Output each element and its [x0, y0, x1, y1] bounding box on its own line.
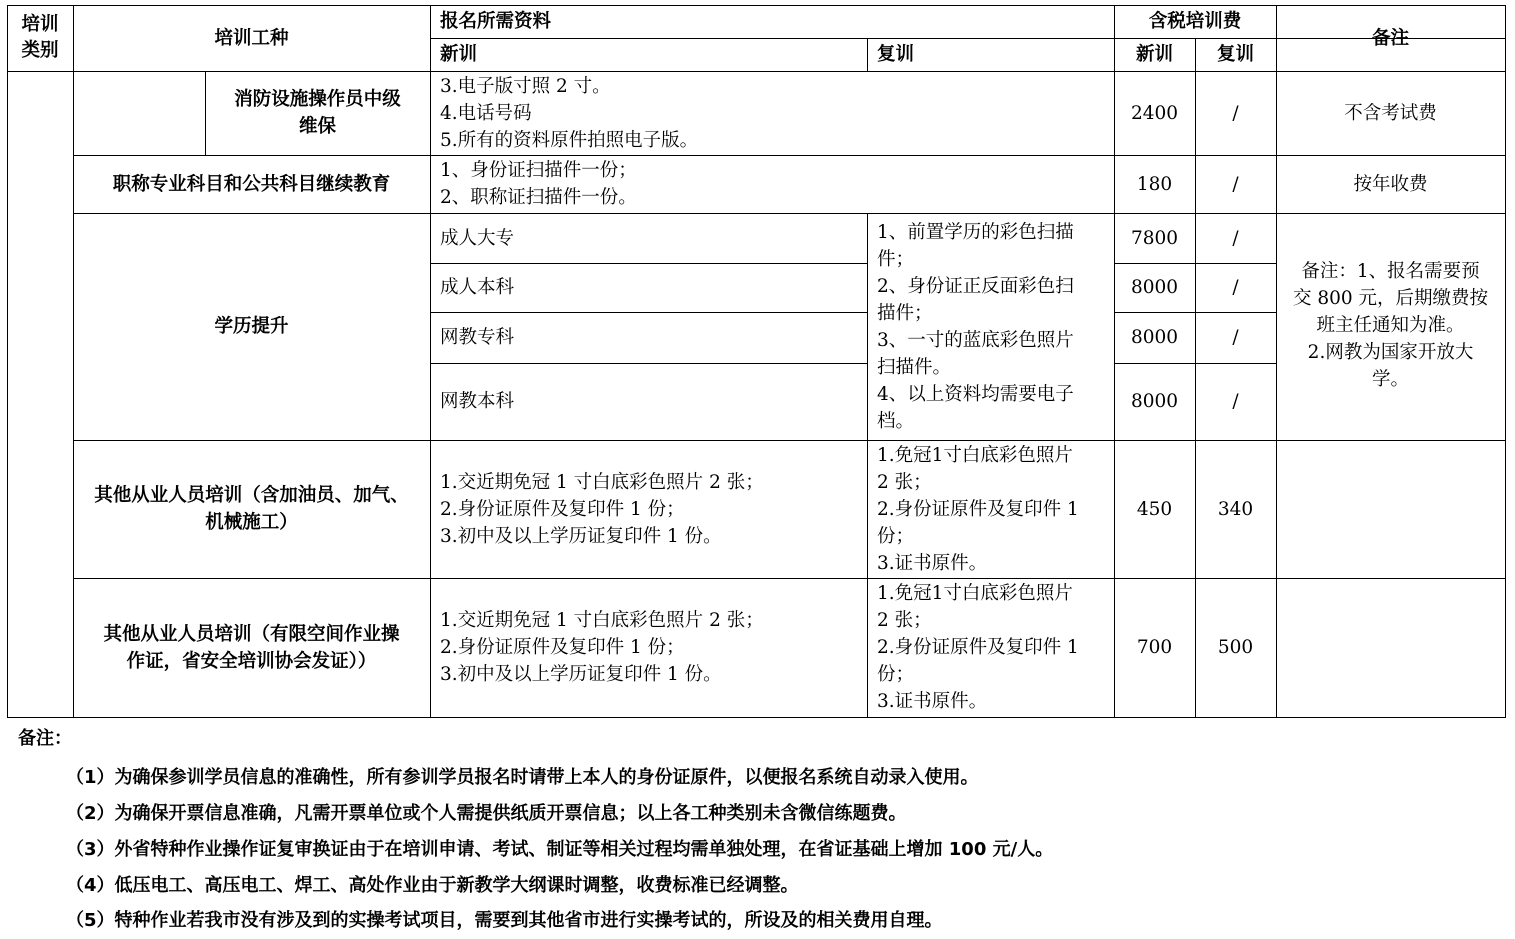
note-item: （2）为确保开票信息准确，凡需开票单位或个人需提供纸质开票信息；以上各工种类别未含微信练题费。 [66, 803, 907, 824]
row-degree-remark: 备注：1、报名需要预 交 800 元，后期缴费按 班主任通知为准。 2.网教为国家开放大 学。 [1292, 261, 1489, 390]
header-remark: 备注 [1371, 27, 1409, 49]
row-degree-renew-materials: 1、前置学历的彩色扫描 件； 2、身份证正反面彩色扫 描件； 3、一寸的蓝底彩色照片 扫描件。 4、以上资料均需要电子 档。 [877, 221, 1074, 432]
degree-fee-renew: / [1232, 227, 1239, 249]
notes-title: 备注： [18, 728, 72, 749]
header-materials-new: 新训 [440, 44, 478, 65]
row-fire-maintenance-materials: 3.电子版寸照 2 寸。 4.电话号码 5.所有的资料原件拍照电子版。 [440, 75, 699, 151]
row-fire-maintenance-remark: 不含考试费 [1344, 102, 1437, 124]
row-title-education-remark: 按年收费 [1353, 173, 1428, 195]
row-other-staff-remark [1276, 440, 1505, 578]
row-title-education-name: 职称专业科目和公共科目继续教育 [112, 173, 391, 195]
row-confined-space-fee-renew: 500 [1217, 637, 1254, 658]
row-confined-space-fee-new: 700 [1136, 637, 1173, 658]
note-item: （1）为确保参训学员信息的准确性，所有参训学员报名时请带上本人的身份证原件，以便报名系统自动录入使用。 [66, 767, 979, 788]
degree-fee-renew: / [1232, 327, 1239, 348]
header-fee-new: 新训 [1135, 44, 1173, 65]
note-item: （4）低压电工、高压电工、焊工、高处作业由于新教学大纲课时调整，收费标准已经调整。 [66, 875, 799, 896]
row-other-staff-fee-renew: 340 [1217, 498, 1254, 520]
row-confined-space-name: 其他从业人员培训（有限空间作业操 作证，省安全培训协会发证）） [103, 623, 400, 672]
row-fire-maintenance-fee-renew: / [1232, 102, 1239, 124]
row-fire-maintenance-fee-new: 2400 [1130, 102, 1179, 124]
degree-fee-new: 8000 [1130, 327, 1179, 348]
note-item: （3）外省特种作业操作证复审换证由于在培训申请、考试、制证等相关过程均需单独处理，在省证基础上增加 100 元/人。 [66, 839, 1054, 860]
note-item: （5）特种作业若我市没有涉及到的实操考试项目，需要到其他省市进行实操考试的，所设及的相关费用自理。 [66, 910, 943, 931]
header-fee-renew: 复训 [1216, 44, 1254, 65]
row-confined-space-materials-renew: 1.免冠1寸白底彩色照片 2 张； 2.身份证原件及复印件 1 份； 3.证书原件。 [877, 583, 1079, 712]
degree-sub-label: 网教专科 [440, 327, 515, 348]
degree-fee-renew: / [1232, 391, 1239, 412]
row-degree-name: 学历提升 [214, 316, 289, 337]
degree-sub-label: 成人本科 [440, 277, 515, 298]
header-job-type: 培训工种 [214, 27, 289, 49]
row-other-staff-materials-new: 1.交近期免冠 1 寸白底彩色照片 2 张； 2.身份证原件及复印件 1 份； 3.初中及以上学历证复印件 1 份。 [440, 471, 764, 547]
row-title-education-fee-new: 180 [1136, 173, 1173, 195]
row-fire-maintenance-name: 消防设施操作员中级 维保 [234, 89, 401, 137]
degree-fee-new: 8000 [1130, 277, 1179, 298]
degree-sub-label: 网教本科 [440, 391, 515, 412]
degree-fee-new: 8000 [1130, 391, 1179, 412]
row-title-education-fee-renew: / [1232, 173, 1239, 195]
row-other-staff-materials-renew: 1.免冠1寸白底彩色照片 2 张； 2.身份证原件及复印件 1 份； 3.证书原件。 [877, 444, 1079, 574]
header-category: 培训 类别 [21, 14, 59, 61]
row-confined-space-remark [1276, 578, 1505, 717]
degree-fee-renew: / [1232, 277, 1239, 298]
row-confined-space-materials-new: 1.交近期免冠 1 寸白底彩色照片 2 张； 2.身份证原件及复印件 1 份； 3.初中及以上学历证复印件 1 份。 [440, 610, 764, 685]
degree-fee-new: 7800 [1130, 227, 1179, 249]
row-other-staff-fee-new: 450 [1136, 498, 1173, 520]
degree-sub-label: 成人大专 [440, 227, 515, 249]
header-materials: 报名所需资料 [440, 11, 552, 32]
row-other-staff-name: 其他从业人员培训（含加油员、加气、 机械施工） [94, 485, 409, 533]
header-fee: 含税培训费 [1148, 11, 1242, 32]
header-materials-renew: 复训 [877, 44, 915, 65]
row-title-education-materials: 1、身份证扫描件一份； 2、职称证扫描件一份。 [440, 160, 637, 208]
